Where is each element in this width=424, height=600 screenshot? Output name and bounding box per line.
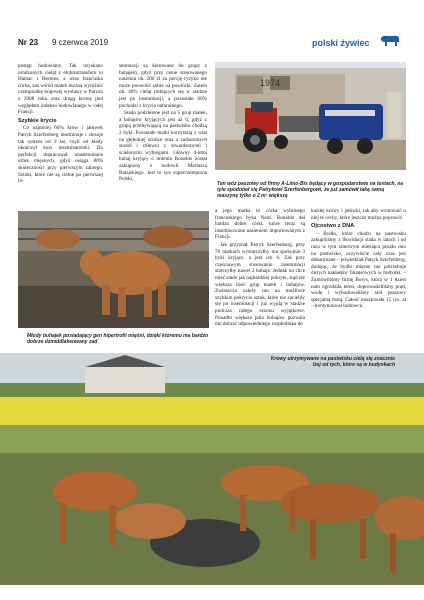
article-column-2 [119,63,207,184]
bull-photo-caption: Młody buhajek posiadający gen hipertrofii mięśni, dzięki któremu ma bardzo dobrze dzmiddlakeowany zad [27,333,209,345]
paragraph: a jego matka to córka wybitnego francuskiego byka Neuf. Ronaldo dał bardzo dobre córki, które teraz są inseminowane nasieniem importowanym z Francji. [215,208,305,241]
article-column-1 [18,63,103,186]
pasture-photo-caption: Krowy utrzymywane na pastwisku cielą się znacznie lżej od tych, które są w budynkach [270,356,395,368]
barn-date-sign: 1974 [260,78,281,88]
bull-photo [18,211,209,328]
paragraph: Stado podzielone jest na 5 grup matek, a buhajów kryjących jest aż 6, gdyż z grupą przebywającą na pastwisku chodzą 2 byki. Pozostałe matki korzystają z wiat na głębokiej ściółce oraz z zadaszonych stodół i chlewni z utwardzonymi i ścielonymi wybiegami. Główny 4-letni buhaj kryjący o imieniu Ronaldo został zakupiony z hodowli Mariusza Ratajskiego. Jest to syn superczempiona Polski, [119,110,207,183]
section-heading: Szybkie krycie [18,117,57,124]
tractor-photo-caption: Ten wóz paszowy od firmy A-Limo-Bis będący w gospodarstwie na testach, na tyle spodobał się Patrykowi Szerfenbergowi, że już zamówił taką samą maszynę tylko o 2 m³ większą [217,181,404,199]
bull-logo-icon [379,33,401,47]
paragraph: seminacji są kierowane do grupy z buhajem, gdyż przy cenie stosowanego nasienia ok. 200 zł za porcję ryzyko nie może pozwolić sobie na powtórki. Zatem ok. 40% cieląt rodzących się w stadzie jest po inseminacji, a pozostałe 60% pochodzi z krycia naturalnego. [119,63,207,109]
article-column-4 [311,208,406,311]
issue-number: Nr 23 [18,38,39,47]
magazine-logo: polski żywiec [312,38,370,48]
section-heading: Ojcostwo z DNA [311,223,355,230]
paragraph: Co najmniej 60% krów i jałówek Patryk Szerfenberg inseminuje i stosuje tak system od 3 lat, czyli od kiedy ukończył kurs inseminatorski. Do perfekcji dopracował unasiennianie sztuk mięsnych, gdyż osiąga 80% skuteczności przy pierwszym zabiegu. Sztuki, które nie są cielne po pierwszej in- [18,125,103,185]
issue-date: 9 czerwca 2019 [52,38,109,47]
paragraph: każdej krowy i jałówki, tak aby wzmocnić u niej te cechy, które jeszcze można poprawić. [311,208,406,221]
tractor-photo [215,62,406,170]
pasture-photo [0,353,424,585]
paragraph: Jak przyznał Patryk Szerfenberg, przy 70 matkach wystarczyłby mu spokojnie 3 byki kryjące, a jest ich 6. Zaś przy częściowym stosowaniu inseminacji starczyłby nawet 2 buhaje. Jednak on chce mieć stado jak najbardziej pokryte, stąd też większa ilość grup matek i buhajów. Zwłaszcza zależy mu na możliwie szybkim pokryciu sztuk, które nie zacieliły się po inseminacji i już wyjdą w stadzie podczas całego sezonu wyjątkowe. Ponadto większa pula buhajów pozwala mu dobrać odpowiedniego rozpłodnika do [215,241,305,328]
article-column-3 [215,208,305,329]
paragraph: – Bydło, które chodzi na pastwisku zakupiliśmy z likwidacji stada w latach i od razu w tym zimowym miesiącu poszło ono na pastwisko, oczywiście cały czas jest dokarmiane – powiedział Patryk Szerfenberg, dodając, że bydło mięsne nie potrzebuje dużych nakładów finansowych w budynki. – Zamówiliśmy firmę Borys, która w 1 dzień nam ogrodziła teren, doprowadziliśmy prąd, wodę i wybudowaliśmy stół paszowy specjalną matą. Całość kosztowała 15 tys. zł – kontynuował hodowca. [311,230,406,310]
paragraph: postęp hodowlany. Tak uzyskano urodzonych cieląt z embriotransferu to Hamac i Hermes, a wisz francuska córka, zaś wśród matek można wyróżnić czempiońkę krajowej wystawy w Paryżu z 2008 roku oraz drugą krowę pod względem indeksu hodowlanego w całej Francji. [18,63,103,116]
